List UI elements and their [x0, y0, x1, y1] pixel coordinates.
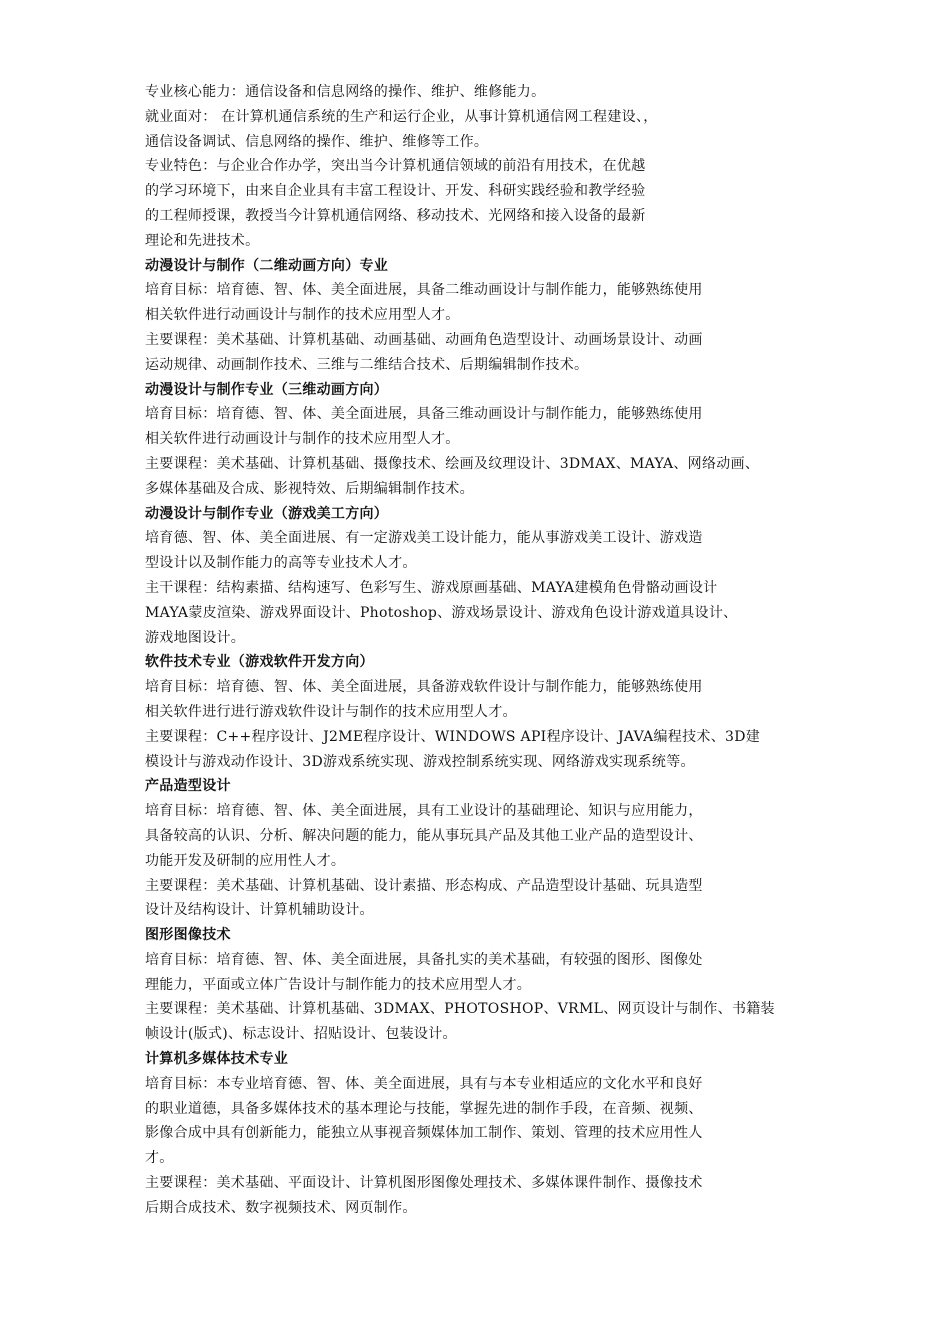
section-heading: 计算机多媒体技术专业: [145, 1051, 288, 1068]
text-line: 培育目标：培育德、智、体、美全面进展，具备二维动画设计与制作能力，能够熟练使用: [145, 282, 703, 299]
section-heading: 图形图像技术: [145, 927, 231, 944]
text-line: 运动规律、动画制作技术、三维与二维结合技术、后期编辑制作技术。: [145, 356, 589, 373]
text-line: 主要课程：美术基础、计算机基础、设计素描、形态构成、产品造型设计基础、玩具造型: [145, 877, 703, 894]
text-line: 通信设备调试、信息网络的操作、维护、维修等工作。: [145, 133, 489, 150]
text-line: 才。: [145, 1150, 174, 1167]
text-line: 主要课程：美术基础、计算机基础、摄像技术、绘画及纹理设计、3DMAX、MAYA、网络动画、: [145, 455, 760, 472]
text-line: 相关软件进行进行游戏软件设计与制作的技术应用型人才。: [145, 703, 517, 720]
text-line: 理论和先进技术。: [145, 232, 260, 249]
text-line: 帧设计(版式)、标志设计、招贴设计、包装设计。: [145, 1026, 457, 1043]
section-heading: 软件技术专业（游戏软件开发方向）: [145, 654, 374, 671]
text-line: 专业核心能力：通信设备和信息网络的操作、维护、维修能力。: [145, 84, 546, 100]
text-line: 多媒体基础及合成、影视特效、后期编辑制作技术。: [145, 480, 474, 497]
text-line: 相关软件进行动画设计与制作的技术应用型人才。: [145, 431, 460, 448]
text-line: MAYA蒙皮渲染、游戏界面设计、Photoshop、游戏场景设计、游戏角色设计游戏道具设计、: [145, 604, 738, 621]
text-line: 后期合成技术、数字视频技术、网页制作。: [145, 1199, 417, 1216]
section-heading: 动漫设计与制作（二维动画方向）专业: [145, 257, 389, 274]
text-line: 培育目标：培育德、智、体、美全面进展，具有工业设计的基础理论、知识与应用能力，: [145, 803, 703, 820]
text-line: 培育目标：本专业培育德、智、体、美全面进展，具有与本专业相适应的文化水平和良好: [145, 1075, 703, 1092]
text-line: 具备较高的认识、分析、解决问题的能力，能从事玩具产品及其他工业产品的造型设计、: [145, 827, 703, 844]
section-heading: 产品造型设计: [145, 778, 231, 795]
text-line: 游戏地图设计。: [145, 629, 246, 646]
text-line: 专业特色：与企业合作办学，突出当今计算机通信领域的前沿有用技术，在优越: [145, 158, 646, 175]
text-line: 就业面对： 在计算机通信系统的生产和运行企业，从事计算机通信网工程建设、，: [145, 108, 658, 125]
text-line: 主要课程：C++程序设计、J2ME程序设计、WINDOWS API程序设计、JAVA编程技术、3D建: [145, 728, 761, 745]
text-line: 培育目标：培育德、智、体、美全面进展，具备游戏软件设计与制作能力，能够熟练使用: [145, 679, 703, 696]
section-heading: 动漫设计与制作专业（三维动画方向）: [145, 381, 389, 398]
text-line: 理能力，平面或立体广告设计与制作能力的技术应用型人才。: [145, 976, 532, 993]
text-line: 主要课程：美术基础、计算机基础、动画基础、动画角色造型设计、动画场景设计、动画: [145, 331, 703, 348]
text-line: 型设计以及制作能力的高等专业技术人才。: [145, 555, 417, 572]
text-line: 主干课程：结构素描、结构速写、色彩写生、游戏原画基础、MAYA建模角色骨骼动画设计: [145, 579, 718, 596]
text-line: 的职业道德，具备多媒体技术的基本理论与技能，掌握先进的制作手段，在音频、视频、: [145, 1100, 703, 1117]
text-line: 培育目标：培育德、智、体、美全面进展，具备扎实的美术基础，有较强的图形、图像处: [145, 951, 703, 968]
text-line: 主要课程：美术基础、计算机基础、3DMAX、PHOTOSHOP、VRML、网页设计与制作、书籍装: [145, 1001, 775, 1018]
text-line: 的学习环境下，由来自企业具有丰富工程设计、开发、科研实践经验和教学经验: [145, 183, 646, 200]
text-line: 设计及结构设计、计算机辅助设计。: [145, 902, 374, 919]
text-line: 的工程师授课，教授当今计算机通信网络、移动技术、光网络和接入设备的最新: [145, 207, 646, 224]
text-line: 相关软件进行动画设计与制作的技术应用型人才。: [145, 307, 460, 324]
text-line: 主要课程：美术基础、平面设计、计算机图形图像处理技术、多媒体课件制作、摄像技术: [145, 1175, 703, 1192]
text-line: 培育目标：培育德、智、体、美全面进展，具备三维动画设计与制作能力，能够熟练使用: [145, 406, 703, 423]
text-line: 影像合成中具有创新能力，能独立从事视音频媒体加工制作、策划、管理的技术应用性人: [145, 1125, 703, 1142]
section-heading: 动漫设计与制作专业（游戏美工方向）: [145, 505, 389, 522]
text-line: 模设计与游戏动作设计、3D游戏系统实现、游戏控制系统实现、网络游戏实现系统等。: [145, 753, 695, 770]
text-line: 功能开发及研制的应用性人才。: [145, 852, 346, 869]
document-body: [145, 80, 835, 1221]
text-line: 培育德、智、体、美全面进展、有一定游戏美工设计能力，能从事游戏美工设计、游戏造: [145, 530, 703, 547]
